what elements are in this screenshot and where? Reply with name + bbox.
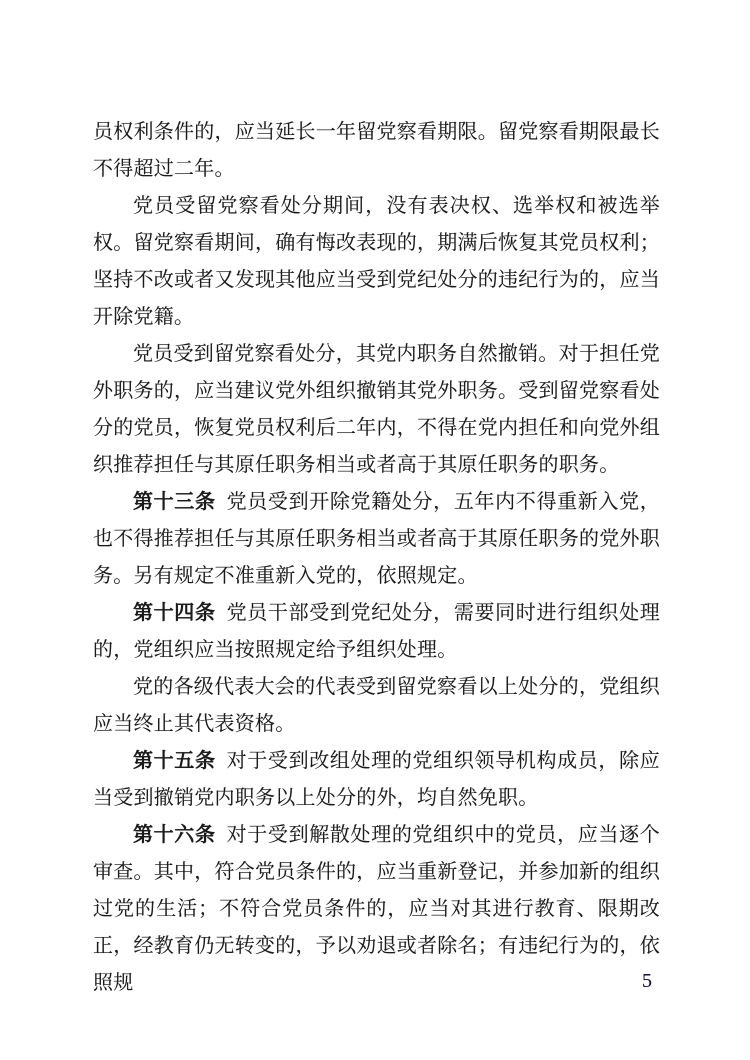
- paragraph: 党的各级代表大会的代表受到留党察看以上处分的，党组织应当终止其代表资格。: [93, 676, 660, 735]
- paragraph: 党员受留党察看处分期间，没有表决权、选举权和被选举权。留党察看期间，确有悔改表现的，期满后恢复其党员权利；坚持不改或者又发现其他应当受到党纪处分的违纪行为的，应当开除党籍。: [93, 195, 660, 328]
- document-body: [93, 114, 660, 1002]
- paragraph: 党员受到留党察看处分，其党内职务自然撤销。对于担任党外职务的，应当建议党外组织撤销其党外职务。受到留党察看处分的党员，恢复党员权利后二年内，不得在党内担任和向党外组织推荐担任与其原任职务相当或者高于其原任职务的职务。: [93, 343, 660, 476]
- article-number: 第十五条: [133, 750, 216, 772]
- paragraph: 第十三条 党员受到开除党籍处分，五年内不得重新入党，也不得推荐担任与其原任职务相当或者高于其原任职务的党外职务。另有规定不准重新入党的，依照规定。: [93, 491, 660, 587]
- paragraph: 第十六条 对于受到解散处理的党组织中的党员，应当逐个审查。其中，符合党员条件的，应当重新登记，并参加新的组织过党的生活；不符合党员条件的，应当对其进行教育、限期改正，经教育仍无转变的，予以劝退或者除名；有违纪行为的，依照规: [93, 824, 660, 994]
- paragraph: 第十四条 党员干部受到党纪处分，需要同时进行组织处理的，党组织应当按照规定给予组织处理。: [93, 602, 660, 661]
- paragraph: 员权利条件的，应当延长一年留党察看期限。留党察看期限最长不得超过二年。: [93, 121, 660, 180]
- paragraph: 第十五条 对于受到改组处理的党组织领导机构成员，除应当受到撤销党内职务以上处分的外，均自然免职。: [93, 750, 660, 809]
- article-number: 第十六条: [133, 824, 216, 846]
- page-number: 5: [642, 970, 652, 992]
- article-number: 第十四条: [133, 602, 216, 624]
- article-number: 第十三条: [133, 491, 216, 513]
